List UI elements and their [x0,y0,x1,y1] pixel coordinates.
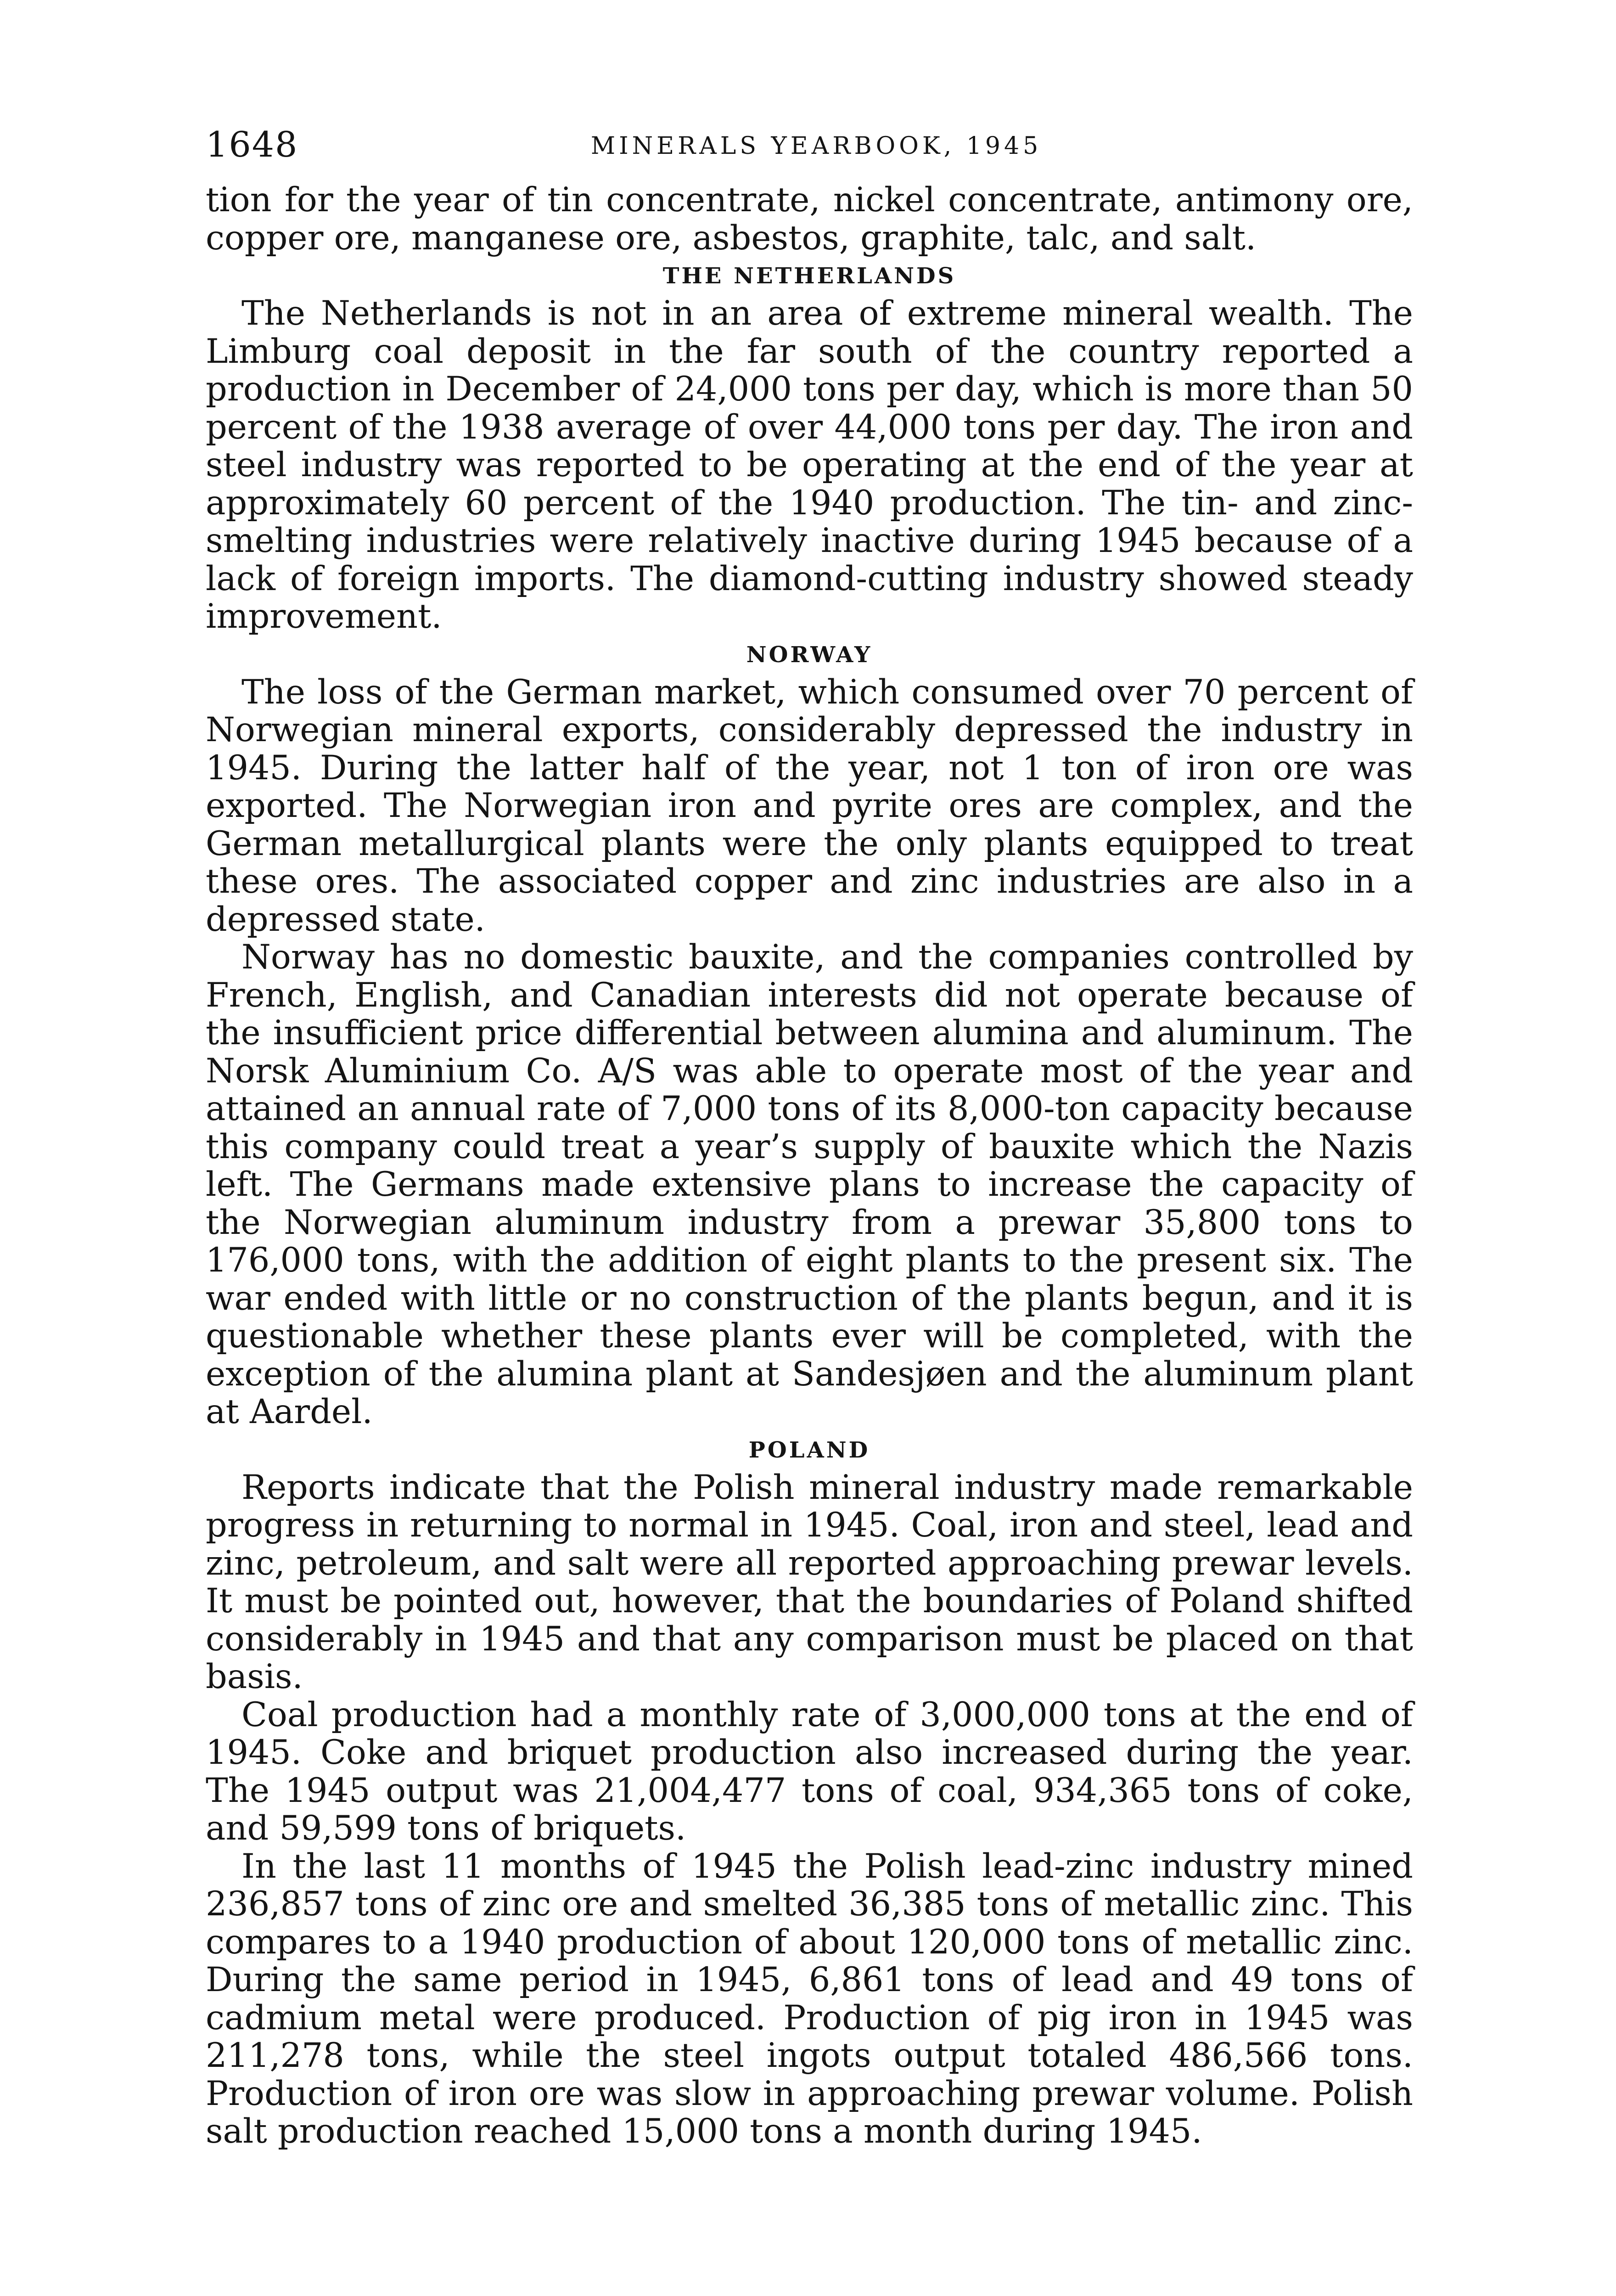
norway-paragraph-1: The loss of the German market, which consumed over 70 percent of Norwegian mineral exports, considerably depressed the industry in 1945. During the latter half of the year, not 1 ton of iron ore was exported. The Norwegian iron and pyrite ores are complex, and the German metallurgical plants were the only plants equipped to treat these ores. The associated copper and zinc industries are also in a depressed state. [206,672,1413,939]
poland-paragraph-3: In the last 11 months of 1945 the Polish lead-zinc industry mined 236,857 tons of zinc ore and smelted 36,385 tons of metallic zinc. This compares to a 1940 production of about 120,000 tons of metallic zinc. During the same period in 1945, 6,861 tons of lead and 49 tons of cadmium metal were produced. Production of pig iron in 1945 was 211,278 tons, while the steel ingots output totaled 486,566 tons. Production of iron ore was slow in approaching prewar volume. Polish salt production reached 15,000 tons a month during 1945. [206,1846,1413,2151]
norway-paragraph-2: Norway has no domestic bauxite, and the companies controlled by French, English, and Canadian interests did not operate because of the insufficient price differential between alumina and aluminum. The Norsk Aluminium Co. A/S was able to operate most of the year and attained an annual rate of 7,000 tons of its 8,000-ton capacity because this company could treat a year’s supply of bauxite which the Nazis left. The Germans made extensive plans to increase the capacity of the Norwegian aluminum industry from a prewar 35,800 tons to 176,000 tons, with the addition of eight plants to the present six. The war ended with little or no construction of the plants begun, and it is questionable whether these plants ever will be completed, with the exception of the alumina plant at Sandesjøen and the aluminum plant at Aardel. [206,938,1413,1431]
running-head [206,122,1413,181]
poland-paragraph-2: Coal production had a monthly rate of 3,000,000 tons at the end of 1945. Coke and briquet production also increased during the year. The 1945 output was 21,004,477 tons of coal, 934,365 tons of coke, and 59,599 tons of briquets. [206,1695,1413,1848]
page-number: 1648 [206,124,298,165]
page [206,122,1413,2151]
netherlands-paragraph-1: The Netherlands is not in an area of extreme mineral wealth. The Limburg coal deposit in the far south of the country reported a production in December of 24,000 tons per day, which is more than 50 percent of the 1938 average of over 44,000 tons per day. The iron and steel industry was reported to be operating at the end of the year at approximately 60 percent of the 1940 production. The tin- and zinc-smelting industries were relatively inactive during 1945 because of a lack of foreign imports. The diamond-cutting industry showed steady improvement. [206,294,1413,636]
section-heading-poland: POLAND [748,1437,870,1463]
section-heading-netherlands: THE NETHERLANDS [662,263,956,289]
poland-paragraph-1: Reports indicate that the Polish mineral industry made remarkable progress in returning to normal in 1945. Coal, iron and steel, lead and zinc, petroleum, and salt were all reported approaching prewar levels. It must be pointed out, however, that the boundaries of Poland shifted considerably in 1945 and that any comparison must be placed on that basis. [206,1468,1413,1696]
section-heading-norway: NORWAY [746,642,873,668]
continuation-paragraph: tion for the year of tin concentrate, nickel concentrate, antimony ore, copper ore, manganese ore, asbestos, graphite, talc, and salt. [206,180,1413,258]
running-title: MINERALS YEARBOOK, 1945 [590,132,1042,160]
